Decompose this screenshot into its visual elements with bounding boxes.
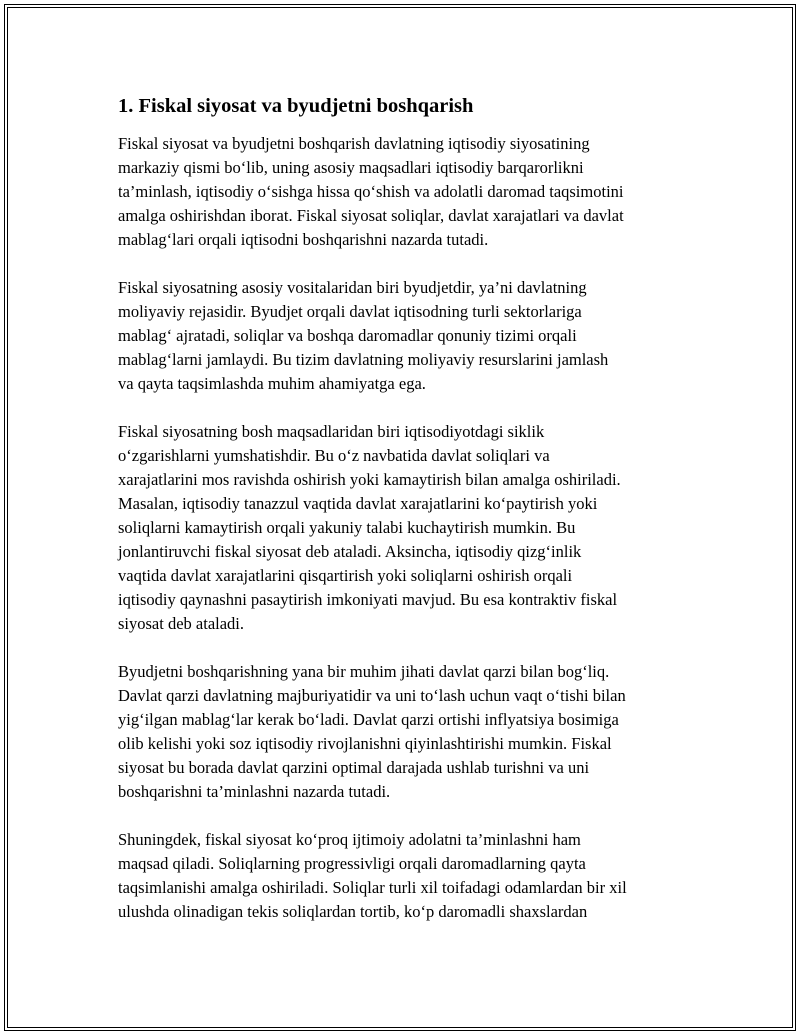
paragraph-4: Byudjetni boshqarishning yana bir muhim jihati davlat qarzi bilan bog‘liq. Davlat qarzi davlatning majburiyatidir va uni to‘lash uchun vaqt o‘tishi bilan yig‘ilgan mablag‘lar kerak bo‘ladi. Davlat qarzi ortishi inflyatsiya bosimiga olib kelishi yoki soz iqtisodiy rivojlanishni qiyinlashtirishi mumkin. Fiskal siyosat bu borada davlat qarzini optimal darajada ushlab turishni va uni boshqarishni ta’minlashni nazarda tutadi. — [118, 662, 626, 801]
paragraph-2: Fiskal siyosatning asosiy vositalaridan biri byudjetdir, ya’ni davlatning moliyaviy rejasidir. Byudjet orqali davlat iqtisodning turli sektorlariga mablag‘ ajratadi, soliqlar va boshqa daromadlar qonuniy tizimi orqali mablag‘larni jamlaydi. Bu tizim davlatning moliyaviy resurslarini jamlash va qayta taqsimlashda muhim ahamiyatga ega. — [118, 278, 609, 393]
paragraph-5: Shuningdek, fiskal siyosat ko‘proq ijtimoiy adolatni ta’minlashni ham maqsad qiladi. Soliqlarning progressivligi orqali daromadlarning qayta taqsimlanishi amalga oshiriladi. Soliqlar turli xil toifadagi odamlardan bir xil ulushda olinadigan tekis soliqlardan tortib, ko‘p daromadli shaxslardan — [118, 830, 627, 921]
paragraph-1: Fiskal siyosat va byudjetni boshqarish davlatning iqtisodiy siyosatining markaziy qismi bo‘lib, uning asosiy maqsadlari iqtisodiy barqarorlikni ta’minlash, iqtisodiy o‘sishga hissa qo‘shish va adolatli daromad taqsimotini amalga oshirishdan iborat. Fiskal siyosat soliqlar, davlat xarajatlari va davlat mablag‘lari orqali iqtisodni boshqarishni nazarda tutadi. — [118, 134, 624, 249]
document-body — [118, 92, 698, 948]
section-heading: 1. Fiskal siyosat va byudjetni boshqarish — [118, 95, 474, 117]
paragraph-3: Fiskal siyosatning bosh maqsadlaridan biri iqtisodiyotdagi siklik o‘zgarishlarni yumshatishdir. Bu o‘z navbatida davlat soliqlari va xarajatlarini mos ravishda oshirish yoki kamaytirish bilan amalga oshiriladi. Masalan, iqtisodiy tanazzul vaqtida davlat xarajatlarini ko‘paytirish yoki soliqlarni kamaytirish orqali yakuniy talabi kuchaytirish mumkin. Bu jonlantiruvchi fiskal siyosat deb ataladi. Aksincha, iqtisodiy qizg‘inlik vaqtida davlat xarajatlarini qisqartirish yoki soliqlarni oshirish orqali iqtisodiy qaynashni pasaytirish imkoniyati mavjud. Bu esa kontraktiv fiskal siyosat deb ataladi. — [118, 422, 621, 633]
